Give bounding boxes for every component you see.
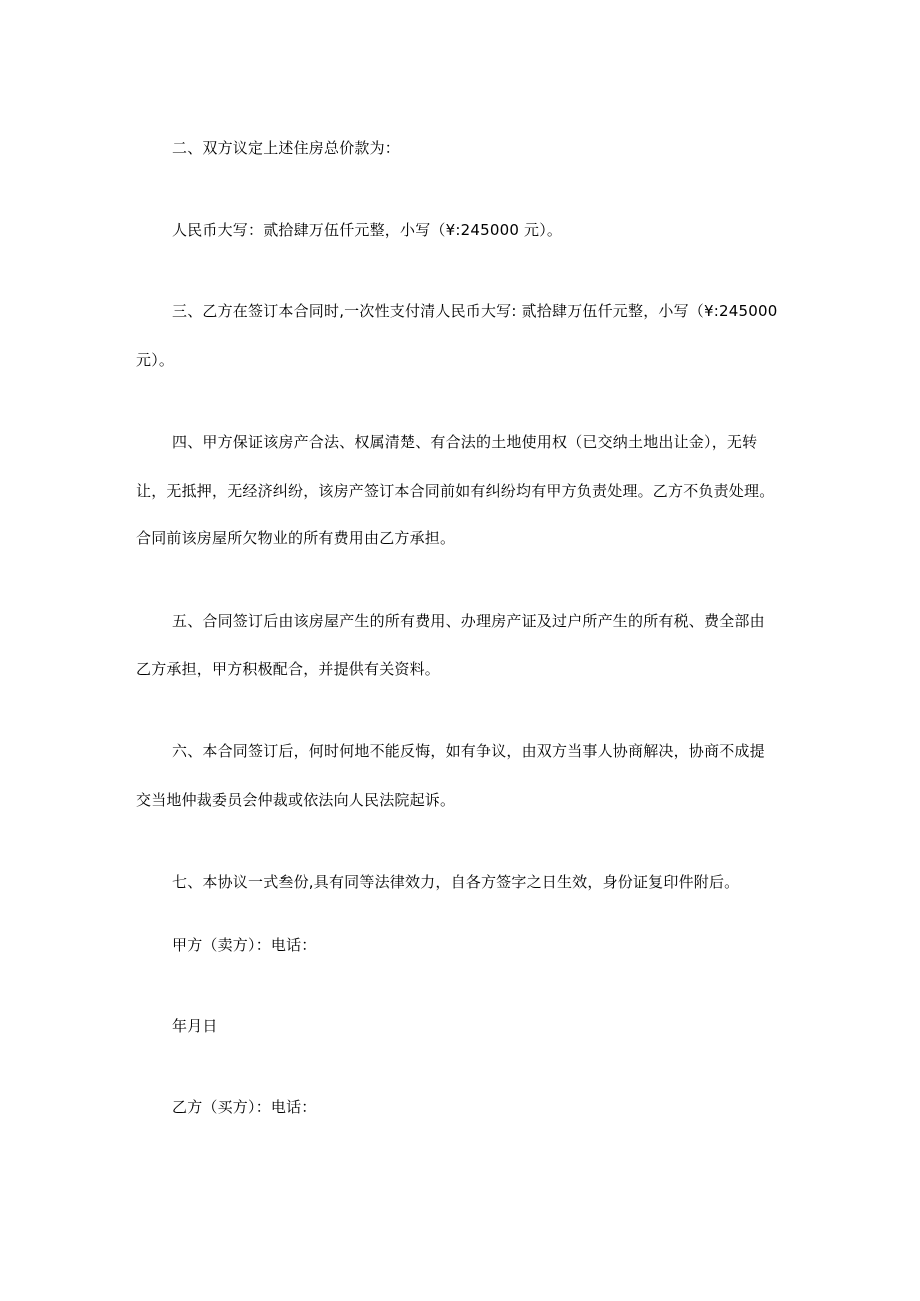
clause-4-line-3: 合同前该房屋所欠物业的所有费用由乙方承担。 bbox=[136, 529, 456, 547]
clause-6-line-2: 交当地仲裁委员会仲裁或依法向人民法院起诉。 bbox=[136, 791, 456, 809]
clause-6-line-1: 六、本合同签订后，何时何地不能反悔，如有争议，由双方当事人协商解决，协商不成提 bbox=[172, 742, 765, 760]
clause-7-line-1: 七、本协议一式叁份,具有同等法律效力，自各方签字之日生效，身份证复印件附后。 bbox=[172, 873, 740, 891]
party-a-signature: 甲方（卖方）：电话： bbox=[172, 936, 317, 954]
clause-4-line-1: 四、甲方保证该房产合法、权属清楚、有合法的土地使用权（已交纳土地出让金），无转 bbox=[172, 433, 758, 451]
clause-3-line-2: 元）。 bbox=[136, 351, 175, 369]
clause-4-line-2: 让，无抵押，无经济纠纷，该房产签订本合同前如有纠纷均有甲方负责处理。乙方不负责处理。 bbox=[136, 482, 775, 500]
party-b-signature: 乙方（买方）：电话： bbox=[172, 1098, 317, 1116]
clause-5-line-1: 五、合同签订后由该房屋产生的所有费用、办理房产证及过户所产生的所有税、费全部由 bbox=[172, 612, 765, 630]
signature-date: 年月日 bbox=[172, 1017, 218, 1035]
clause-3-line-1: 三、乙方在签订本合同时,一次性支付清人民币大写: 贰拾肆万伍仟元整，小写（¥:245000 bbox=[172, 302, 778, 320]
clause-2-line-2: 人民币大写：贰拾肆万伍仟元整，小写（¥:245000 元）。 bbox=[172, 221, 563, 239]
clause-5-line-2: 乙方承担，甲方积极配合，并提供有关资料。 bbox=[136, 660, 441, 678]
clause-2-line-1: 二、双方议定上述住房总价款为： bbox=[172, 139, 401, 157]
